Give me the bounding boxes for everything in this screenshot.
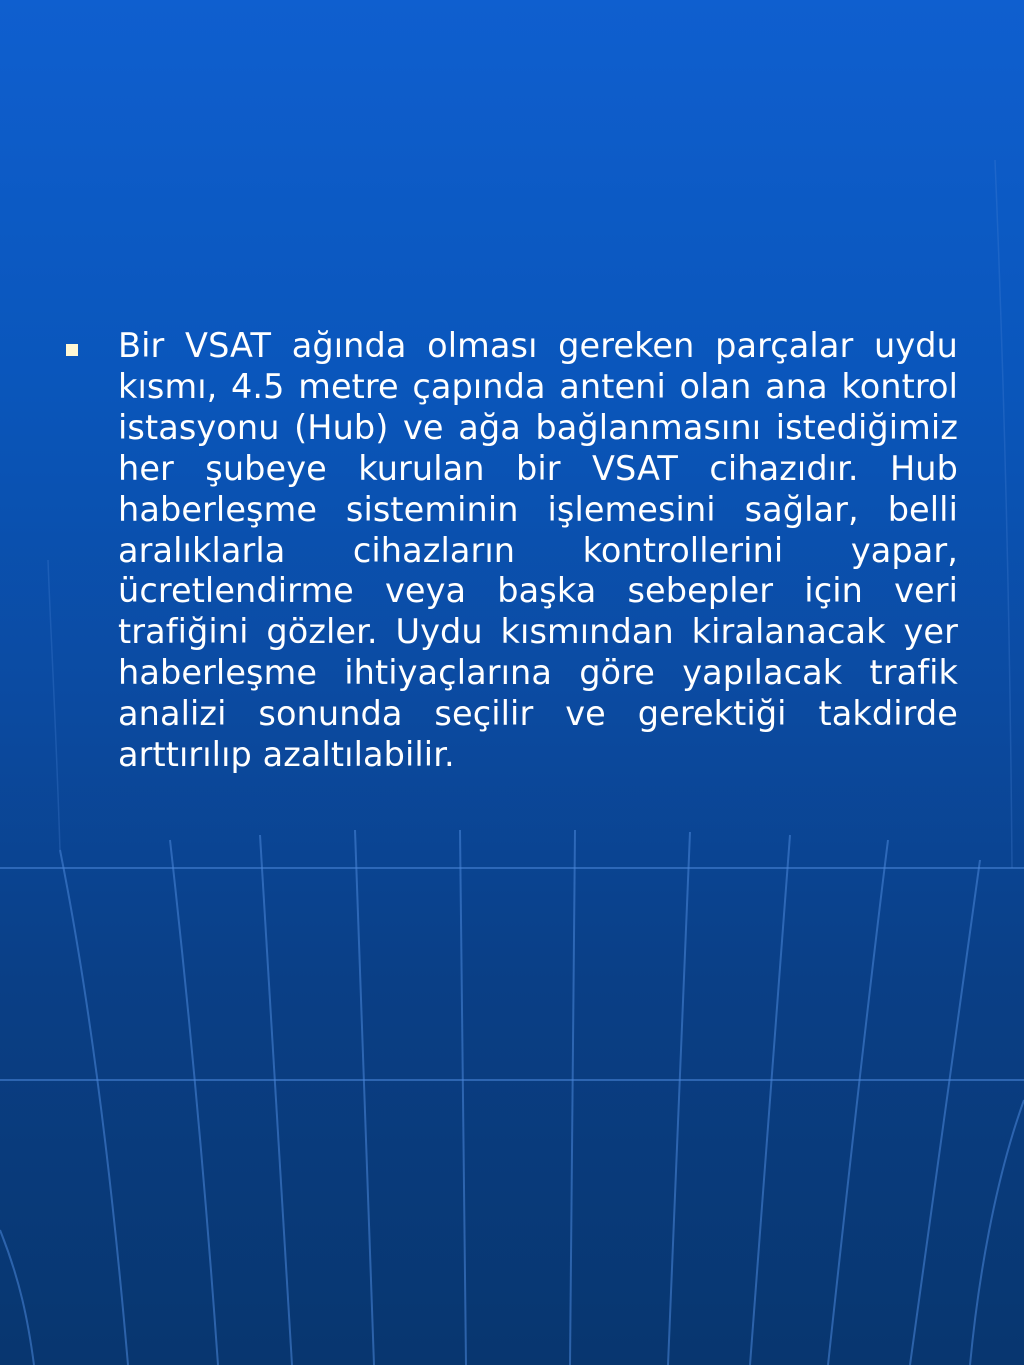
grid-meridian-line <box>0 1230 34 1365</box>
bullet-list-item <box>66 326 958 776</box>
grid-meridian-line <box>60 850 128 1365</box>
grid-meridian-line <box>260 835 292 1365</box>
square-bullet-icon <box>66 344 78 356</box>
grid-meridian-line <box>668 832 690 1365</box>
grid-meridian-line <box>750 835 790 1365</box>
grid-meridian-line <box>570 830 575 1365</box>
grid-edge-arc <box>970 1100 1024 1365</box>
grid-meridian-line <box>910 860 980 1365</box>
grid-upper-meridian-line <box>48 560 60 850</box>
grid-upper-meridian-line <box>995 160 1012 868</box>
bullet-text: Bir VSAT ağında olması gereken parçalar uydu kısmı, 4.5 metre çapında anteni olan ana kontrol istasyonu (Hub) ve ağa bağlanmasını istediğimiz her şubeye kurulan bir VSAT cihazıdır. Hub haberleşme sisteminin işlemesini sağlar, belli aralıklarla cihazların kontrollerini yapar, ücretlendirme veya başka sebepler için veri trafiğini gözler. Uydu kısmından kiralanacak yer haberleşme ihtiyaçlarına göre yapılacak trafik analizi sonunda seçilir ve gerektiği takdirde arttırılıp azaltılabilir. <box>118 326 958 775</box>
grid-meridian-line <box>828 840 888 1365</box>
grid-meridian-line <box>170 840 218 1365</box>
grid-meridian-line <box>460 830 466 1365</box>
grid-meridian-line <box>355 830 374 1365</box>
